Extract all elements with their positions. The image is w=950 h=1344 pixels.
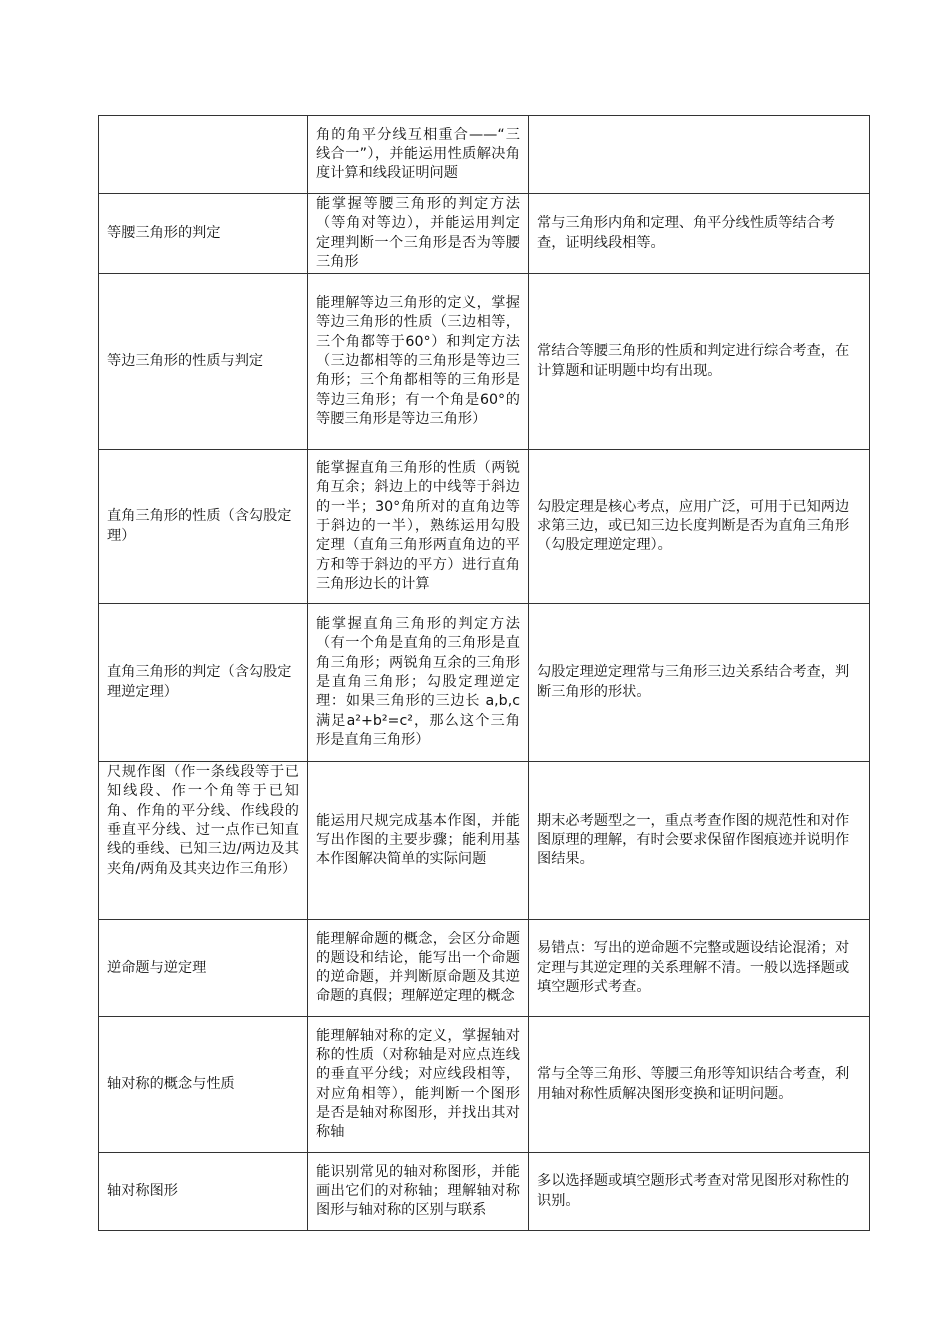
requirement-cell: 能运用尺规完成基本作图，并能写出作图的主要步骤；能利用基本作图解决简单的实际问题 [308, 762, 529, 920]
table-row [99, 450, 870, 604]
exam-cell: 常与全等三角形、等腰三角形等知识结合考查，利用轴对称性质解决图形变换和证明问题。 [529, 1017, 870, 1153]
exam-cell [529, 116, 870, 194]
table-row [99, 604, 870, 762]
requirement-cell: 能掌握直角三角形的性质（两锐角互余；斜边上的中线等于斜边的一半；30°角所对的直角边等于斜边的一半），熟练运用勾股定理（直角三角形两直角边的平方和等于斜边的平方）进行直角三角形边长的计算 [308, 450, 529, 604]
requirement-cell: 能理解等边三角形的定义，掌握等边三角形的性质（三边相等，三个角都等于60°）和判定方法（三边都相等的三角形是等边三角形；三个角都相等的三角形是等边三角形；有一个角是60°的等腰三角形是等边三角形） [308, 274, 529, 450]
table-row [99, 274, 870, 450]
topic-cell: 直角三角形的性质（含勾股定理） [99, 450, 308, 604]
topic-cell: 等腰三角形的判定 [99, 194, 308, 274]
exam-cell: 勾股定理逆定理常与三角形三边关系结合考查，判断三角形的形状。 [529, 604, 870, 762]
table-row [99, 762, 870, 920]
exam-cell: 多以选择题或填空题形式考查对常见图形对称性的识别。 [529, 1153, 870, 1231]
requirement-cell: 能掌握直角三角形的判定方法（有一个角是直角的三角形是直角三角形；两锐角互余的三角形是直角三角形；勾股定理逆定理：如果三角形的三边长 a,b,c 满足a²+b²=c²，那么这个三角形是直角三角形） [308, 604, 529, 762]
requirement-cell: 能识别常见的轴对称图形，并能画出它们的对称轴；理解轴对称图形与轴对称的区别与联系 [308, 1153, 529, 1231]
table-row [99, 1017, 870, 1153]
topic-cell: 等边三角形的性质与判定 [99, 274, 308, 450]
topic-cell: 逆命题与逆定理 [99, 920, 308, 1017]
table-row [99, 1153, 870, 1231]
knowledge-table [98, 115, 870, 1231]
exam-cell: 常与三角形内角和定理、角平分线性质等结合考查，证明线段相等。 [529, 194, 870, 274]
table-row [99, 116, 870, 194]
requirement-cell: 能理解轴对称的定义，掌握轴对称的性质（对称轴是对应点连线的垂直平分线；对应线段相等，对应角相等），能判断一个图形是否是轴对称图形，并找出其对称轴 [308, 1017, 529, 1153]
table-row [99, 194, 870, 274]
topic-cell: 直角三角形的判定（含勾股定理逆定理） [99, 604, 308, 762]
requirement-cell: 角的角平分线互相重合——“三线合一”），并能运用性质解决角度计算和线段证明问题 [308, 116, 529, 194]
topic-cell [99, 116, 308, 194]
exam-cell: 期末必考题型之一，重点考查作图的规范性和对作图原理的理解，有时会要求保留作图痕迹并说明作图结果。 [529, 762, 870, 920]
exam-cell: 常结合等腰三角形的性质和判定进行综合考查，在计算题和证明题中均有出现。 [529, 274, 870, 450]
exam-cell: 勾股定理是核心考点，应用广泛，可用于已知两边求第三边，或已知三边长度判断是否为直角三角形（勾股定理逆定理）。 [529, 450, 870, 604]
topic-cell: 尺规作图（作一条线段等于已知线段、作一个角等于已知角、作角的平分线、作线段的垂直平分线、过一点作已知直线的垂线、已知三边/两边及其夹角/两角及其夹边作三角形） [99, 762, 308, 920]
requirement-cell: 能理解命题的概念，会区分命题的题设和结论，能写出一个命题的逆命题，并判断原命题及其逆命题的真假；理解逆定理的概念 [308, 920, 529, 1017]
requirement-cell: 能掌握等腰三角形的判定方法（等角对等边），并能运用判定定理判断一个三角形是否为等腰三角形 [308, 194, 529, 274]
topic-cell: 轴对称的概念与性质 [99, 1017, 308, 1153]
topic-cell: 轴对称图形 [99, 1153, 308, 1231]
table-row [99, 920, 870, 1017]
exam-cell: 易错点：写出的逆命题不完整或题设结论混淆；对定理与其逆定理的关系理解不清。一般以选择题或填空题形式考查。 [529, 920, 870, 1017]
